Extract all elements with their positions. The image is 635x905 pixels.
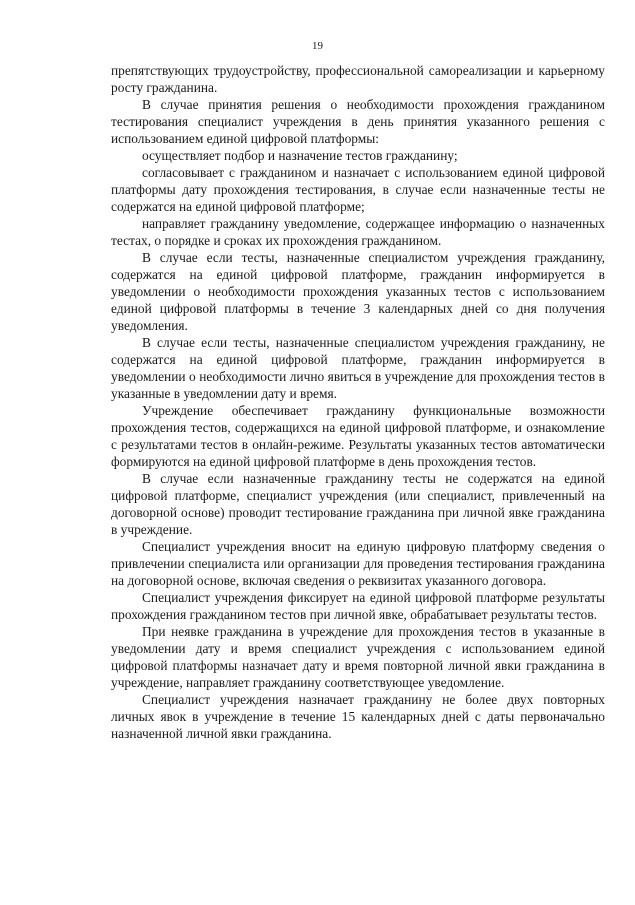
paragraph-in-person-testing: В случае если назначенные гражданину тесты не содержатся на единой цифровой платформе, специалист учреждения (или специалист, привлеченный на договорной основе) проводит тестирование гражданина при личной явке гражданина в учреждение.: [111, 471, 605, 537]
paragraph-record-results: Специалист учреждения фиксирует на единой цифровой платформе результаты прохождения гражданином тестов при личной явке, обрабатывает результаты тестов.: [111, 590, 605, 622]
paragraph-tests-on-platform: В случае если тесты, назначенные специалистом учреждения гражданину, содержатся на единой цифровой платформе, гражданин информируется в уведомлении о необходимости прохождения указанных тестов с использованием единой цифровой платформы в течение 3 календарных дней со дня получения уведомления.: [111, 250, 605, 333]
paragraph-testing-decision: В случае принятия решения о необходимости прохождения гражданином тестирования специалист учреждения в день принятия указанного решения с использованием единой цифровой платформы:: [111, 97, 605, 146]
paragraph-list-item-select-tests: осуществляет подбор и назначение тестов гражданину;: [142, 148, 458, 163]
paragraph-no-show: При неявке гражданина в учреждение для прохождения тестов в указанные в уведомлении дату и время специалист учреждения с использованием единой цифровой платформы назначает дату и время повторной личной явки гражданина в учреждение, направляет гражданину соответствующее уведомление.: [111, 624, 605, 690]
paragraph-tests-not-on-platform: В случае если тесты, назначенные специалистом учреждения гражданину, не содержатся на единой цифровой платформе, гражданин информируется в уведомлении о необходимости лично явиться в учреждение для прохождения тестов в указанные в уведомлении дату и время.: [111, 335, 605, 401]
paragraph-contract-specialist: Специалист учреждения вносит на единую цифровую платформу сведения о привлечении специалиста или организации для проведения тестирования гражданина на договорной основе, включая сведения о реквизитах указанного договора.: [111, 539, 605, 588]
paragraph-list-item-send-notification: направляет гражданину уведомление, содержащее информацию о назначенных тестах, о порядке и сроках их прохождения гражданином.: [111, 216, 605, 248]
paragraph-online-testing: Учреждение обеспечивает гражданину функциональные возможности прохождения тестов, содержащихся на единой цифровой платформе, и ознакомление с результатами тестов в онлайн-режиме. Результаты указанных тестов автоматически формируются на единой цифровой платформе в день прохождения тестов.: [111, 403, 605, 469]
page-number: 19: [312, 40, 323, 52]
paragraph-list-item-schedule-date: согласовывает с гражданином и назначает с использованием единой цифровой платформы дату прохождения тестирования, в случае если назначенные тесты не содержатся на единой цифровой платформе;: [111, 165, 605, 214]
document-body: [111, 62, 605, 742]
paragraph-continuation: препятствующих трудоустройству, профессиональной самореализации и карьерному росту гражданина.: [111, 63, 605, 95]
paragraph-repeat-visits-limit: Специалист учреждения назначает гражданину не более двух повторных личных явок в учреждение в течение 15 календарных дней с даты первоначально назначенной личной явки гражданина.: [111, 692, 605, 741]
